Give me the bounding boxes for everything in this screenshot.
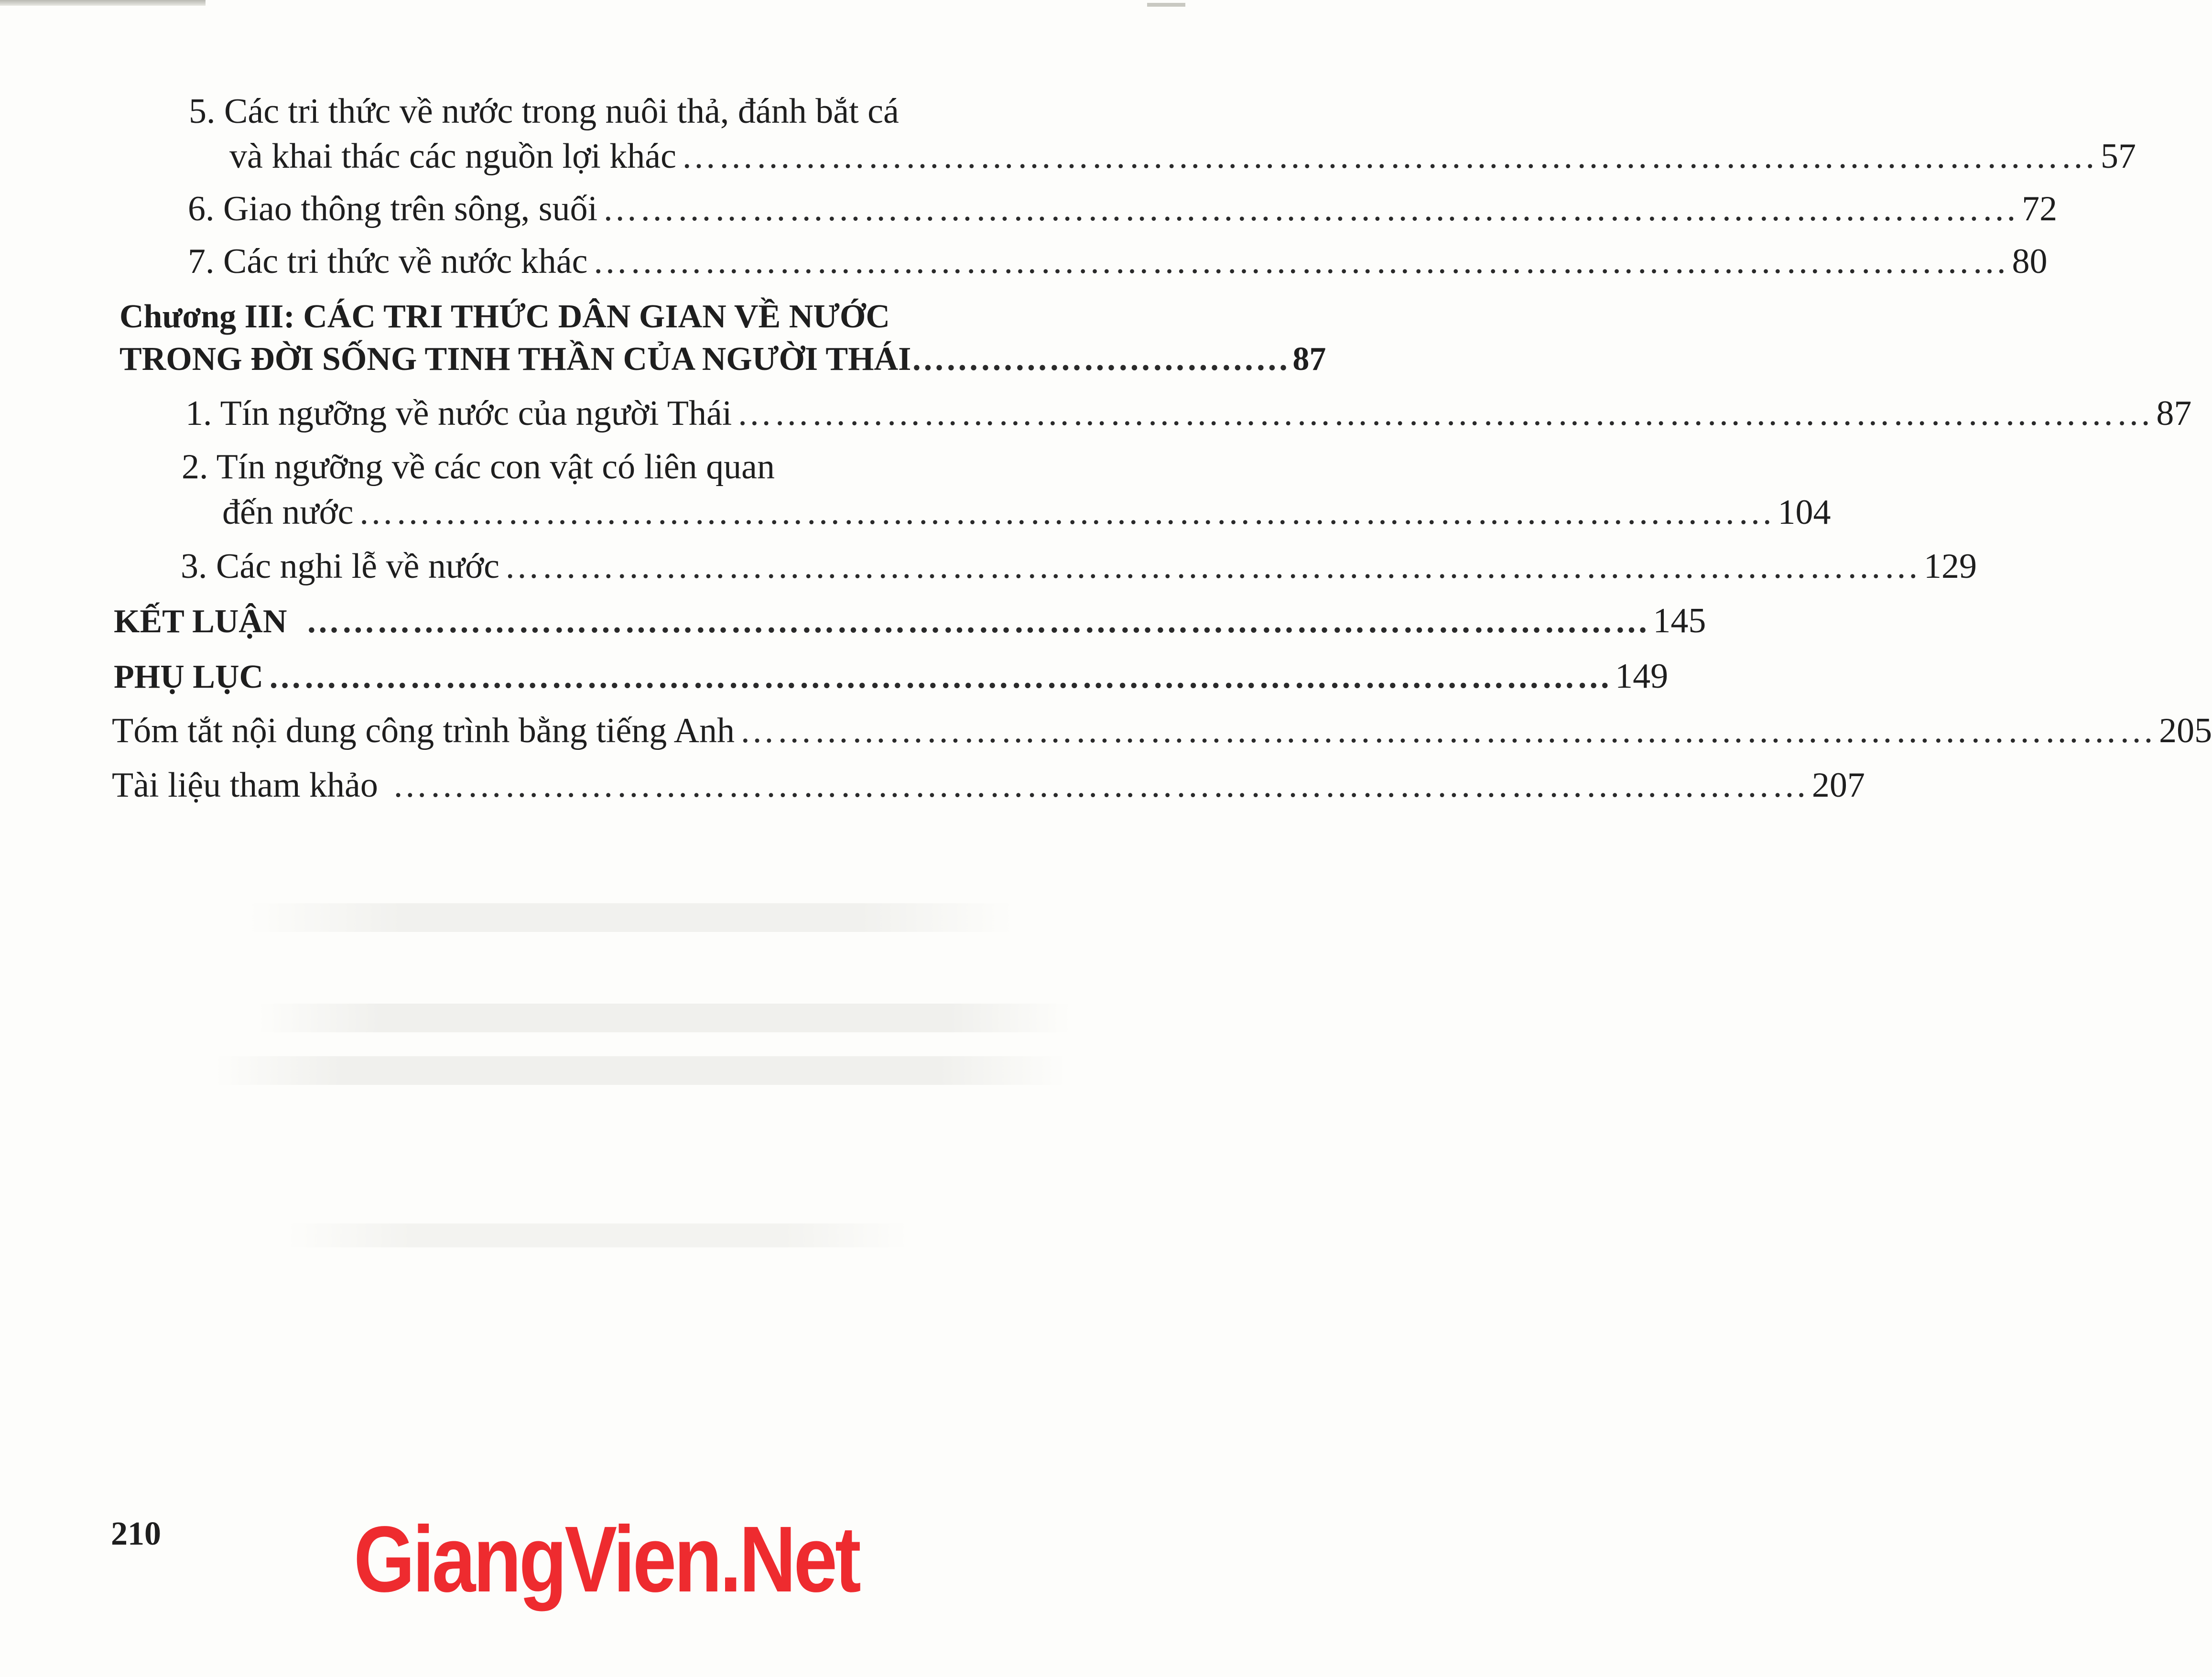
dot-leader: …………………………………………………………………………………………………… — [681, 137, 2098, 176]
toc-entry-text: 7. Các tri thức về nước khác — [188, 242, 588, 281]
toc-entry-text: 2. Tín ngưỡng về các con vật có liên quan — [182, 447, 775, 487]
toc-chapter-3-line2[interactable] — [119, 341, 1326, 378]
toc-entry-text: TRONG ĐỜI SỐNG TINH THẦN CỦA NGƯỜI THÁI — [119, 341, 911, 378]
dot-leader: …………………………………………………………………………………………………… — [268, 659, 1613, 695]
toc-page-number: 87 — [2156, 394, 2192, 433]
toc-entry-text: 3. Các nghi lễ về nước — [181, 547, 499, 586]
show-through-shadow — [258, 1004, 1071, 1032]
toc-page-number: 80 — [2012, 242, 2048, 281]
toc-entry-text: Chương III: CÁC TRI THỨC DÂN GIAN VỀ NƯỚC — [119, 298, 890, 335]
toc-entry-text: 5. Các tri thức về nước trong nuôi thả, đánh bắt cá — [189, 92, 899, 131]
toc-entry-5-line2[interactable] — [229, 137, 2136, 176]
toc-entry-text: đến nước — [222, 493, 354, 532]
page-edge-shadow — [0, 0, 206, 6]
toc-appendix[interactable] — [114, 657, 1669, 696]
toc-entry-3-2-line1 — [182, 449, 1049, 485]
watermark-logo: GiangVien.Net — [354, 1507, 859, 1612]
show-through-shadow — [249, 903, 1013, 932]
dot-leader: …………………………………………………………………………………………………… — [392, 766, 1809, 805]
toc-page-number: 207 — [1811, 766, 1865, 805]
show-through-shadow — [215, 1056, 1066, 1085]
toc-chapter-3-line1 — [119, 300, 1049, 334]
toc-conclusion[interactable] — [114, 601, 1706, 640]
page-edge-shadow-right — [1147, 3, 1185, 7]
toc-entry-6[interactable] — [188, 189, 2058, 228]
toc-entry-text: Tài liệu tham khảo — [112, 766, 378, 805]
toc-english-summary[interactable] — [112, 711, 2212, 750]
toc-entry-text: 1. Tín ngưỡng về nước của người Thái — [185, 394, 732, 433]
toc-page-number: 205 — [2159, 711, 2212, 750]
toc-entry-3-1[interactable] — [185, 394, 2192, 433]
dot-leader: …………………………………………………………………………………………………… — [737, 394, 2154, 433]
toc-entry-3-3[interactable] — [181, 547, 1977, 586]
dot-leader: …………………………………………………………………………………………………… — [504, 547, 1921, 586]
toc-page-number: 149 — [1615, 657, 1669, 696]
show-through-shadow — [287, 1223, 908, 1247]
dot-leader: …………………………………………………………………………………………………… — [739, 711, 2157, 750]
toc-entry-5-line1 — [189, 94, 1049, 129]
toc-entry-text: PHỤ LỤC — [114, 659, 264, 695]
toc-entry-text: KẾT LUẬN — [114, 603, 287, 640]
dot-leader: …………………………… — [911, 341, 1290, 378]
toc-entry-7[interactable] — [188, 242, 2048, 281]
toc-page-number: 104 — [1778, 493, 1831, 532]
toc-page-number: 87 — [1292, 341, 1326, 378]
toc-references[interactable] — [112, 766, 1865, 805]
dot-leader: …………………………………………………………………………………………………… — [592, 242, 2009, 281]
toc-entry-text: 6. Giao thông trên sông, suối — [188, 189, 598, 228]
toc-entry-3-2-line2[interactable] — [222, 493, 1831, 532]
toc-page-number: 129 — [1923, 547, 1977, 586]
dot-leader: …………………………………………………………………………………………………… — [306, 603, 1650, 640]
toc-entry-text: Tóm tắt nội dung công trình bằng tiếng Anh — [112, 711, 735, 750]
dot-leader: …………………………………………………………………………………………………… — [358, 493, 1775, 532]
toc-page-number: 145 — [1653, 601, 1706, 640]
dot-leader: …………………………………………………………………………………………………… — [602, 189, 2019, 228]
page-number: 210 — [111, 1515, 161, 1552]
toc-page-number: 72 — [2022, 189, 2058, 228]
toc-page-number: 57 — [2100, 137, 2136, 176]
toc-entry-text: và khai thác các nguồn lợi khác — [229, 137, 676, 176]
